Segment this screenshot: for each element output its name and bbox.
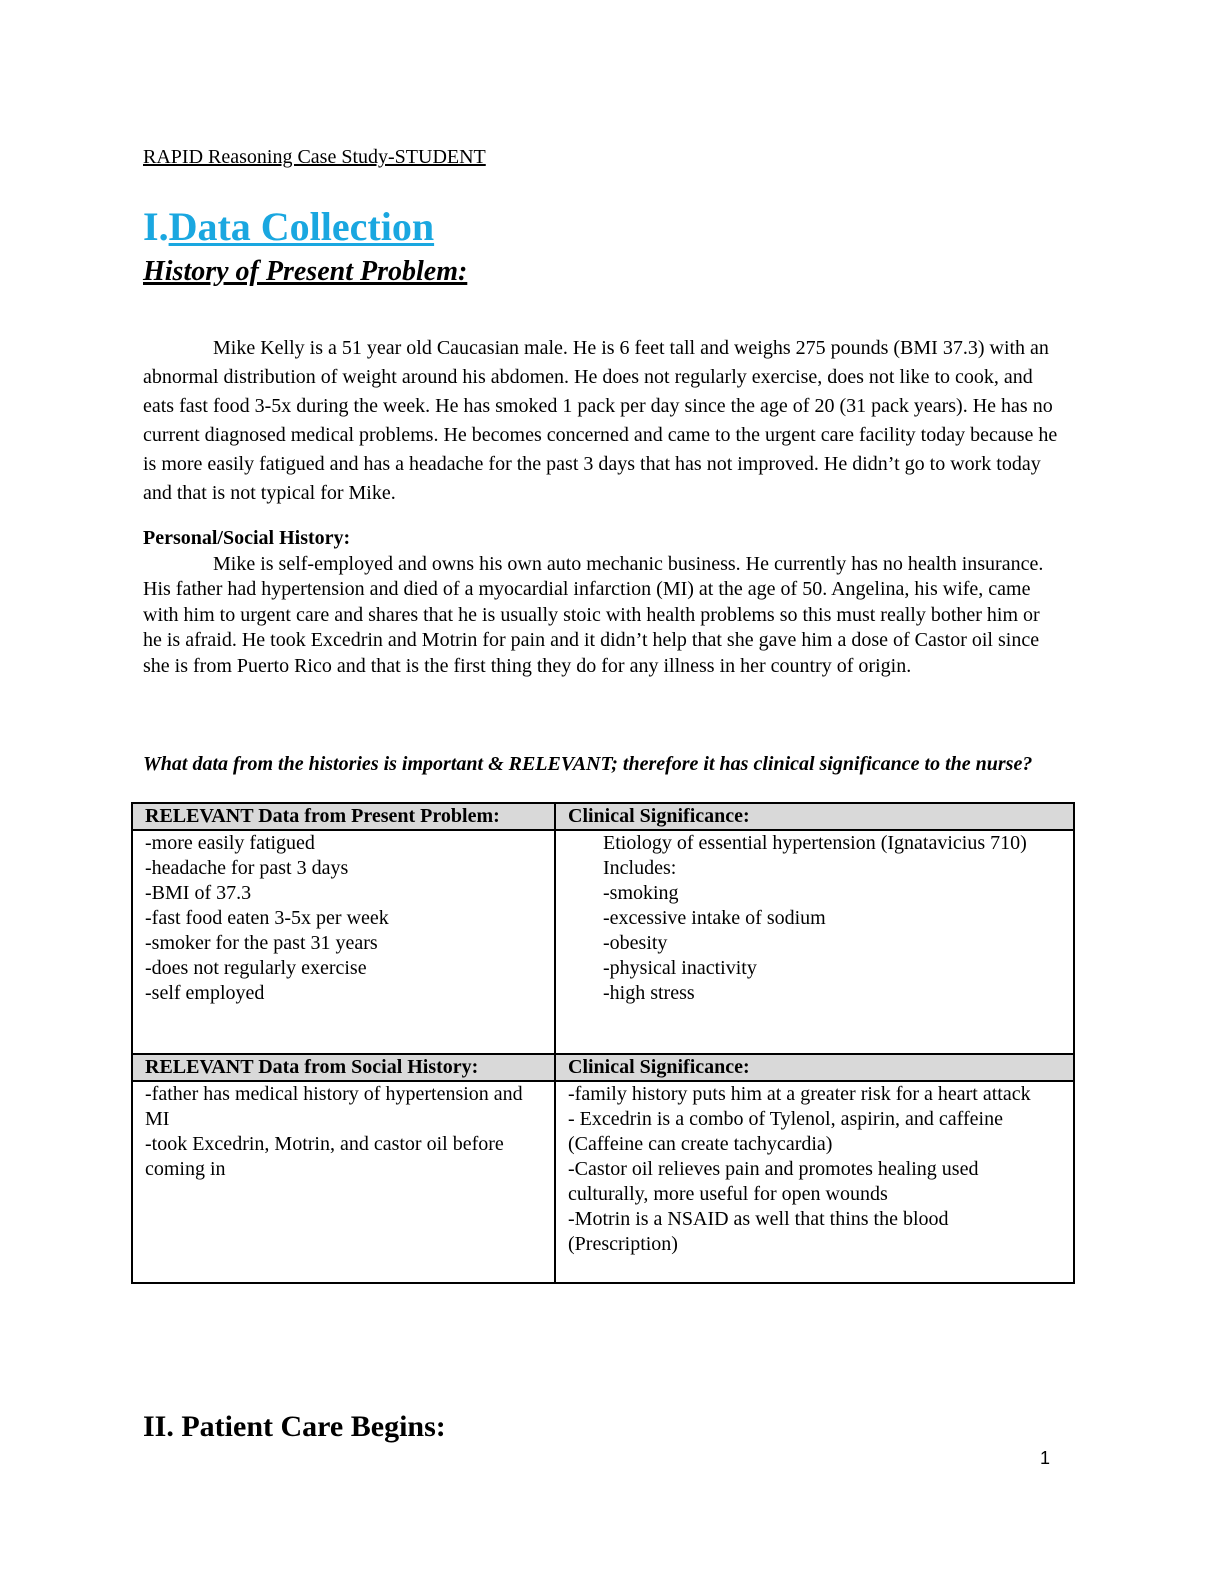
section-heading-data-collection xyxy=(143,203,434,250)
list-item: -self employed xyxy=(145,982,265,1004)
list-item: -Castor oil relieves pain and promotes healing used culturally, more useful for open wounds xyxy=(568,1158,979,1205)
table-header-row xyxy=(132,1054,1074,1081)
header-clinical-significance: Clinical Significance: xyxy=(555,1054,1074,1081)
list-item: -BMI of 37.3 xyxy=(145,882,252,904)
social-history-data-cell xyxy=(132,1081,555,1283)
page-number: 1 xyxy=(1040,1448,1051,1468)
list-item: -more easily fatigued xyxy=(145,832,315,854)
list-item: Etiology of essential hypertension (Ignatavicius 710) xyxy=(603,832,1027,854)
social-history-heading: Personal/Social History: xyxy=(143,527,351,549)
document-title: RAPID Reasoning Case Study-STUDENT xyxy=(143,146,486,168)
table-row xyxy=(132,1081,1074,1283)
relevance-question: What data from the histories is important & RELEVANT; therefore it has clinical significance to the nurse? xyxy=(143,753,1033,775)
list-item: -smoking xyxy=(603,882,679,904)
list-item: Includes: xyxy=(603,857,677,879)
list-item: -father has medical history of hypertension and MI xyxy=(145,1083,523,1130)
list-item: -high stress xyxy=(603,982,695,1004)
list-item: -took Excedrin, Motrin, and castor oil before coming in xyxy=(145,1133,504,1180)
list-item: -does not regularly exercise xyxy=(145,957,367,979)
section-number: I. xyxy=(143,204,169,249)
list-item: -excessive intake of sodium xyxy=(603,907,826,929)
list-item: -fast food eaten 3-5x per week xyxy=(145,907,389,929)
header-present-problem: RELEVANT Data from Present Problem: xyxy=(132,803,555,830)
relevant-data-table xyxy=(131,802,1075,1284)
table-header-row xyxy=(132,803,1074,830)
header-social-history: RELEVANT Data from Social History: xyxy=(132,1054,555,1081)
table-row xyxy=(132,830,1074,1054)
section-title-text: Data Collection xyxy=(168,204,435,249)
history-present-heading: History of Present Problem: xyxy=(143,256,468,287)
list-item: -family history puts him at a greater risk for a heart attack xyxy=(568,1083,1031,1105)
list-item: -obesity xyxy=(603,932,668,954)
header-clinical-significance: Clinical Significance: xyxy=(555,803,1074,830)
present-problem-data-cell xyxy=(132,830,555,1054)
list-item: -headache for past 3 days xyxy=(145,857,349,879)
social-history-text: Mike is self-employed and owns his own auto mechanic business. He currently has no health insurance. His father had hypertension and died of a myocardial infarction (MI) at the age of 50. Angelina, his wife, came with him to urgent care and shares that he is usually stoic with health problems so this must really bother him or he is afraid. He took Excedrin and Motrin for pain and it didn’t help that she gave him a dose of Castor oil since she is from Puerto Rico and that is the first thing they do for any illness in her country of origin. xyxy=(143,552,1044,677)
section-heading-patient-care: II. Patient Care Begins: xyxy=(143,1410,446,1443)
present-problem-significance-cell xyxy=(555,830,1074,1054)
history-present-paragraph xyxy=(143,334,1063,508)
social-history-section xyxy=(143,526,1063,679)
list-item: - Excedrin is a combo of Tylenol, aspirin, and caffeine (Caffeine can create tachycardia) xyxy=(568,1108,1003,1155)
list-item: -physical inactivity xyxy=(603,957,757,979)
list-item: -smoker for the past 31 years xyxy=(145,932,378,954)
list-item: -Motrin is a NSAID as well that thins the blood (Prescription) xyxy=(568,1208,949,1255)
history-present-text: Mike Kelly is a 51 year old Caucasian male. He is 6 feet tall and weighs 275 pounds (BMI 37.3) with an abnormal distribution of weight around his abdomen. He does not regularly exercise, does not like to cook, and eats fast food 3-5x during the week. He has smoked 1 pack per day since the age of 20 (31 pack years). He has no current diagnosed medical problems. He becomes concerned and came to the urgent care facility today because he is more easily fatigued and has a headache for the past 3 days that has not improved. He didn’t go to work today and that is not typical for Mike. xyxy=(143,337,1058,504)
social-history-significance-cell xyxy=(555,1081,1074,1283)
